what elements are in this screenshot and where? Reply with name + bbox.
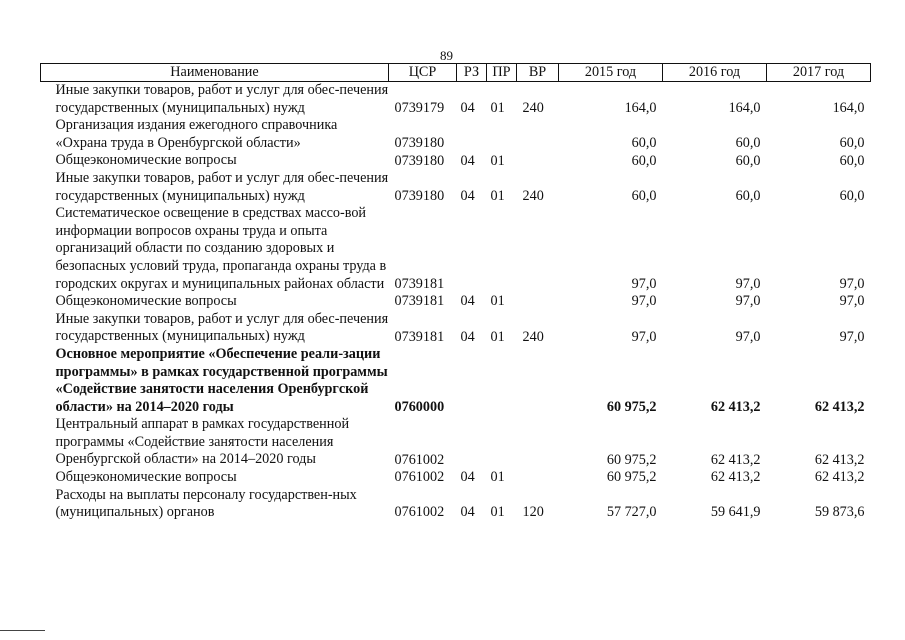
row-2017: 97,0 — [839, 275, 865, 292]
row-name: Расходы на выплаты персоналу государствен-ных (муниципальных) органов — [55, 486, 357, 521]
row-2017: 60,0 — [839, 152, 865, 169]
table-body — [41, 82, 871, 522]
budget-table — [40, 63, 871, 522]
row-csr: 0761002 — [394, 469, 445, 486]
row-vr: 240 — [522, 187, 544, 204]
row-rz: 04 — [460, 469, 475, 486]
table-row — [41, 416, 871, 469]
row-name: Систематическое освещение в средствах массо-вой информации вопросов охраны труда и опыта организаций области по созданию здоровых и безопасных условий труда, пропаганда охраны труда в городских округах и муниципальных районах области — [55, 205, 387, 292]
row-vr: 120 — [522, 504, 544, 521]
row-2015: 97,0 — [631, 293, 657, 310]
row-2017: 62 413,2 — [814, 469, 865, 486]
row-vr — [517, 152, 559, 170]
row-2017: 62 413,2 — [814, 451, 865, 468]
table-row — [41, 117, 871, 152]
row-2017: 97,0 — [839, 328, 865, 345]
row-pr: 01 — [490, 469, 505, 486]
row-2016: 62 413,2 — [710, 469, 761, 486]
row-vr: 240 — [522, 328, 544, 345]
row-2015: 60 975,2 — [606, 451, 657, 468]
table-row — [41, 487, 871, 522]
row-name: Общеэкономические вопросы — [55, 293, 237, 310]
row-csr: 0739180 — [394, 187, 445, 204]
row-pr — [487, 205, 517, 293]
page-number: 89 — [440, 48, 453, 63]
row-vr — [517, 205, 559, 293]
row-name: Центральный аппарат в рамках государственной программы «Содействие занятости населения Оренбургской области» на 2014–2020 годы — [55, 416, 350, 468]
row-2017: 60,0 — [839, 134, 865, 151]
row-csr: 0739181 — [394, 328, 445, 345]
row-name: Организация издания ежегодного справочника «Охрана труда в Оренбургской области» — [55, 117, 338, 151]
row-2017: 62 413,2 — [814, 398, 865, 415]
row-pr — [487, 117, 517, 152]
row-2016: 97,0 — [735, 275, 761, 292]
row-2015: 164,0 — [624, 99, 657, 116]
table-row — [41, 205, 871, 293]
row-csr: 0739179 — [394, 99, 445, 116]
header-rz: РЗ — [457, 64, 487, 82]
row-rz: 04 — [460, 99, 475, 116]
table-row — [41, 346, 871, 416]
row-rz — [457, 117, 487, 152]
row-rz: 04 — [460, 328, 475, 345]
table-header — [41, 64, 871, 82]
header-2015: 2015 год — [559, 64, 663, 82]
row-name: Иные закупки товаров, работ и услуг для обес-печения государственных (муниципальных) нужд — [55, 82, 389, 116]
row-rz: 04 — [460, 187, 475, 204]
bottom-divider — [0, 630, 45, 631]
row-pr: 01 — [490, 187, 505, 204]
row-name: Иные закупки товаров, работ и услуг для обес-печения государственных (муниципальных) нужд — [55, 169, 389, 204]
row-pr: 01 — [490, 504, 505, 521]
table-row — [41, 469, 871, 487]
row-2015: 60 975,2 — [606, 469, 657, 486]
row-2016: 97,0 — [735, 328, 761, 345]
row-pr — [487, 416, 517, 469]
row-pr: 01 — [490, 152, 505, 169]
row-rz — [457, 205, 487, 293]
row-2015: 57 727,0 — [606, 504, 657, 521]
row-pr — [487, 346, 517, 416]
row-2016: 60,0 — [735, 134, 761, 151]
row-name: Общеэкономические вопросы — [55, 469, 237, 486]
row-vr: 240 — [522, 99, 544, 116]
row-2016: 59 641,9 — [710, 504, 761, 521]
row-2016: 97,0 — [735, 293, 761, 310]
row-pr: 01 — [490, 99, 505, 116]
table-row — [41, 293, 871, 311]
row-vr — [517, 416, 559, 469]
table-row — [41, 152, 871, 170]
header-pr: ПР — [487, 64, 517, 82]
row-csr: 0761002 — [394, 451, 445, 468]
row-csr: 0760000 — [394, 398, 445, 415]
row-2015: 60,0 — [631, 134, 657, 151]
row-pr: 01 — [490, 328, 505, 345]
header-2017: 2017 год — [767, 64, 871, 82]
header-2016: 2016 год — [663, 64, 767, 82]
row-2015: 60,0 — [631, 187, 657, 204]
row-2016: 62 413,2 — [710, 451, 761, 468]
row-vr — [517, 117, 559, 152]
row-vr — [517, 293, 559, 311]
row-2016: 164,0 — [728, 99, 761, 116]
table-row — [41, 170, 871, 205]
row-2015: 60,0 — [631, 152, 657, 169]
row-vr — [517, 469, 559, 487]
row-rz: 04 — [460, 152, 475, 169]
header-vr: ВР — [517, 64, 559, 82]
row-2016: 60,0 — [735, 152, 761, 169]
row-csr: 0739180 — [394, 152, 445, 169]
row-rz — [457, 346, 487, 416]
row-2017: 97,0 — [839, 293, 865, 310]
table-row — [41, 82, 871, 118]
row-2015: 97,0 — [631, 328, 657, 345]
row-rz: 04 — [460, 504, 475, 521]
row-2015: 97,0 — [631, 275, 657, 292]
header-name: Наименование — [41, 64, 389, 82]
row-2015: 60 975,2 — [606, 398, 657, 415]
row-name: Основное мероприятие «Обеспечение реали-зации программы» в рамках государственной программы «Содействие занятости населения Оренбургской области» на 2014–2020 годы — [55, 345, 388, 415]
row-csr: 0739181 — [394, 293, 445, 310]
row-name: Иные закупки товаров, работ и услуг для обес-печения государственных (муниципальных) нужд — [55, 310, 389, 345]
row-2016: 62 413,2 — [710, 398, 761, 415]
row-vr — [517, 346, 559, 416]
row-csr: 0739181 — [394, 275, 445, 292]
row-csr: 0739180 — [394, 134, 445, 151]
row-rz: 04 — [460, 293, 475, 310]
row-2017: 59 873,6 — [814, 504, 865, 521]
header-csr: ЦСР — [389, 64, 457, 82]
row-2016: 60,0 — [735, 187, 761, 204]
row-rz — [457, 416, 487, 469]
row-2017: 60,0 — [839, 187, 865, 204]
table-row — [41, 311, 871, 346]
row-csr: 0761002 — [394, 504, 445, 521]
row-2017: 164,0 — [832, 99, 865, 116]
row-name: Общеэкономические вопросы — [55, 152, 237, 169]
row-pr: 01 — [490, 293, 505, 310]
